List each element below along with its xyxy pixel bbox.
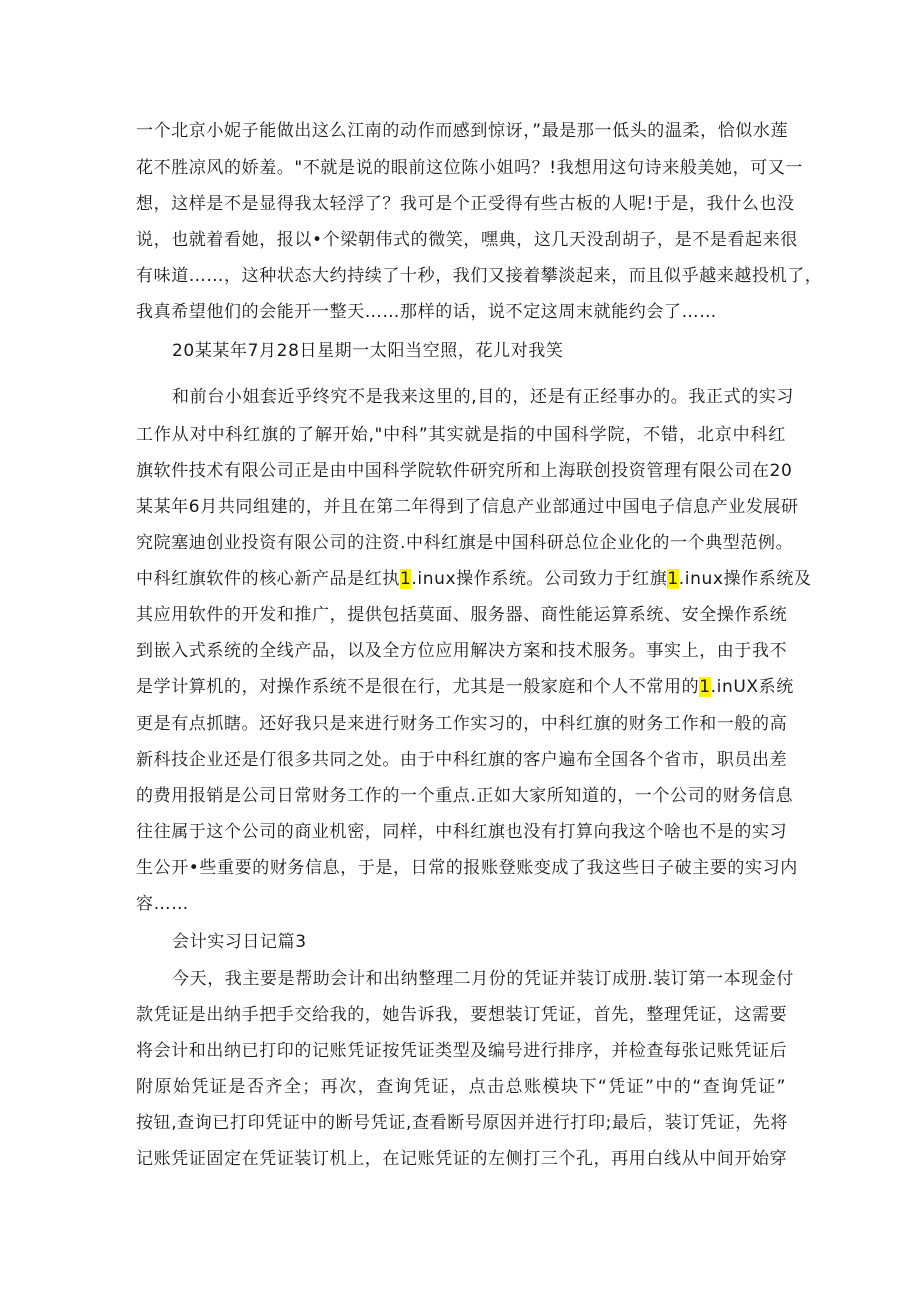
paragraph-line: 更是有点抓瞎。还好我只是来进行财务工作实习的，中科红旗的财务工作和一般的高: [136, 714, 788, 734]
line-text: .inUX系统: [710, 677, 794, 697]
paragraph-line: 想，这样是不是显得我太轻浮了？我可是个正受得有些古板的人呢!于是，我什么也没: [136, 194, 795, 214]
diary-date-heading: 20某某年7月28日星期一太阳当空照，花儿对我笑: [172, 341, 564, 361]
paragraph-line: 到嵌入式系统的全线产品，以及全方位应用解决方案和技术服务。事实上，由于我不: [136, 641, 788, 661]
line-text: .inux操作系统。公司致力于红旗: [411, 569, 668, 589]
paragraph-line: 按钮,查询已打印凭证中的断号凭证,查看断号原因并进行打印;最后，装订凭证，先将: [136, 1113, 788, 1133]
paragraph-line: 今天，我主要是帮助会计和出纳整理二月份的凭证并装订成册.装订第一本现金付: [172, 969, 795, 989]
paragraph-line-highlighted: [136, 674, 794, 700]
line-text: 是学计算机的，对操作系统不是很在行，尤其是一般家庭和个人不常用的: [136, 677, 700, 697]
paragraph-line: 工作从对中科红旗的了解开始,"中科”其实就是指的中国科学院，不错，北京中科红: [136, 425, 786, 445]
paragraph-line: 究院塞迪创业投资有限公司的注资.中科红旗是中国科研总位企业化的一个典型范例。: [136, 533, 794, 553]
paragraph-line: 的费用报销是公司日常财务工作的一个重点.正如大家所知道的，一个公司的财务信息: [136, 786, 794, 806]
paragraph-line: 将会计和出纳已打印的记账凭证按凭证类型及编号进行排序，并检查每张记账凭证后: [136, 1041, 788, 1061]
paragraph-line: 说，也就着看她，报以•个梁朝伟式的微笑，嘿典，这几天没刮胡子，是不是看起来很: [136, 230, 798, 250]
paragraph-line: 某某年6月共同组建的，并且在第二年得到了信息产业部通过中国电子信息产业发展研: [136, 497, 799, 517]
paragraph-line: 花不胜凉风的娇羞。"不就是说的眼前这位陈小姐吗？!我想用这句诗来般美她，可又一: [136, 158, 804, 178]
paragraph-line: 新科技企业还是仃很多共同之处。由于中科红旗的客户遍布全国各个省市，职员出差: [136, 750, 788, 770]
paragraph-line: 记账凭证固定在凭证装订机上，在记账凭证的左侧打三个孔，再用白线从中间开始穿: [136, 1149, 788, 1169]
paragraph-line-highlighted: [136, 566, 812, 592]
paragraph-line: 款凭证是出纳手把手交给我的，她告诉我，要想装订凭证，首先，整理凭证，这需要: [136, 1005, 788, 1025]
section-heading: 会计实习日记篇3: [172, 932, 307, 952]
line-text: 中科红旗软件的核心新产品是红执: [136, 569, 400, 589]
highlight-mark: 1: [699, 677, 711, 697]
paragraph-line: 附原始凭证是否齐全；再次，查询凭证，点击总账模块下“凭证”中的“查询凭证”: [136, 1077, 786, 1097]
paragraph-line: 一个北京小妮子能做出这么江南的动作而感到惊讶，”最是那一低头的温柔，恰似水莲: [136, 121, 789, 141]
line-text: .inux操作系统及: [678, 569, 812, 589]
paragraph-line: 生公开•些重要的财务信息，于是，日常的报账登账变成了我这些日子破主要的实习内: [136, 858, 798, 878]
highlight-mark: 1: [667, 569, 679, 589]
paragraph-line: 往往属于这个公司的商业机密，同样，中科红旗也没有打算向我这个啥也不是的实习: [136, 822, 788, 842]
paragraph-line: 有味道……，这种状态大约持续了十秒，我们又接着攀淡起来，而且似乎越来越投机了，: [136, 266, 823, 286]
paragraph-line: 我真希望他们的会能开一整天……那样的话，说不定这周末就能约会了……: [136, 302, 717, 322]
paragraph-line: 其应用软件的开发和推广，提供包括莫面、服务器、商性能运算系统、安全操作系统: [136, 605, 788, 625]
paragraph-line: 和前台小姐套近乎终究不是我来这里的,目的，还是有正经事办的。我正式的实习: [172, 387, 795, 407]
highlight-mark: 1: [400, 569, 412, 589]
paragraph-line: 旗软件技术有限公司正是由中国科学院软件研究所和上海联创投资管理有限公司在20: [136, 461, 793, 481]
paragraph-line: 容……: [136, 894, 189, 914]
